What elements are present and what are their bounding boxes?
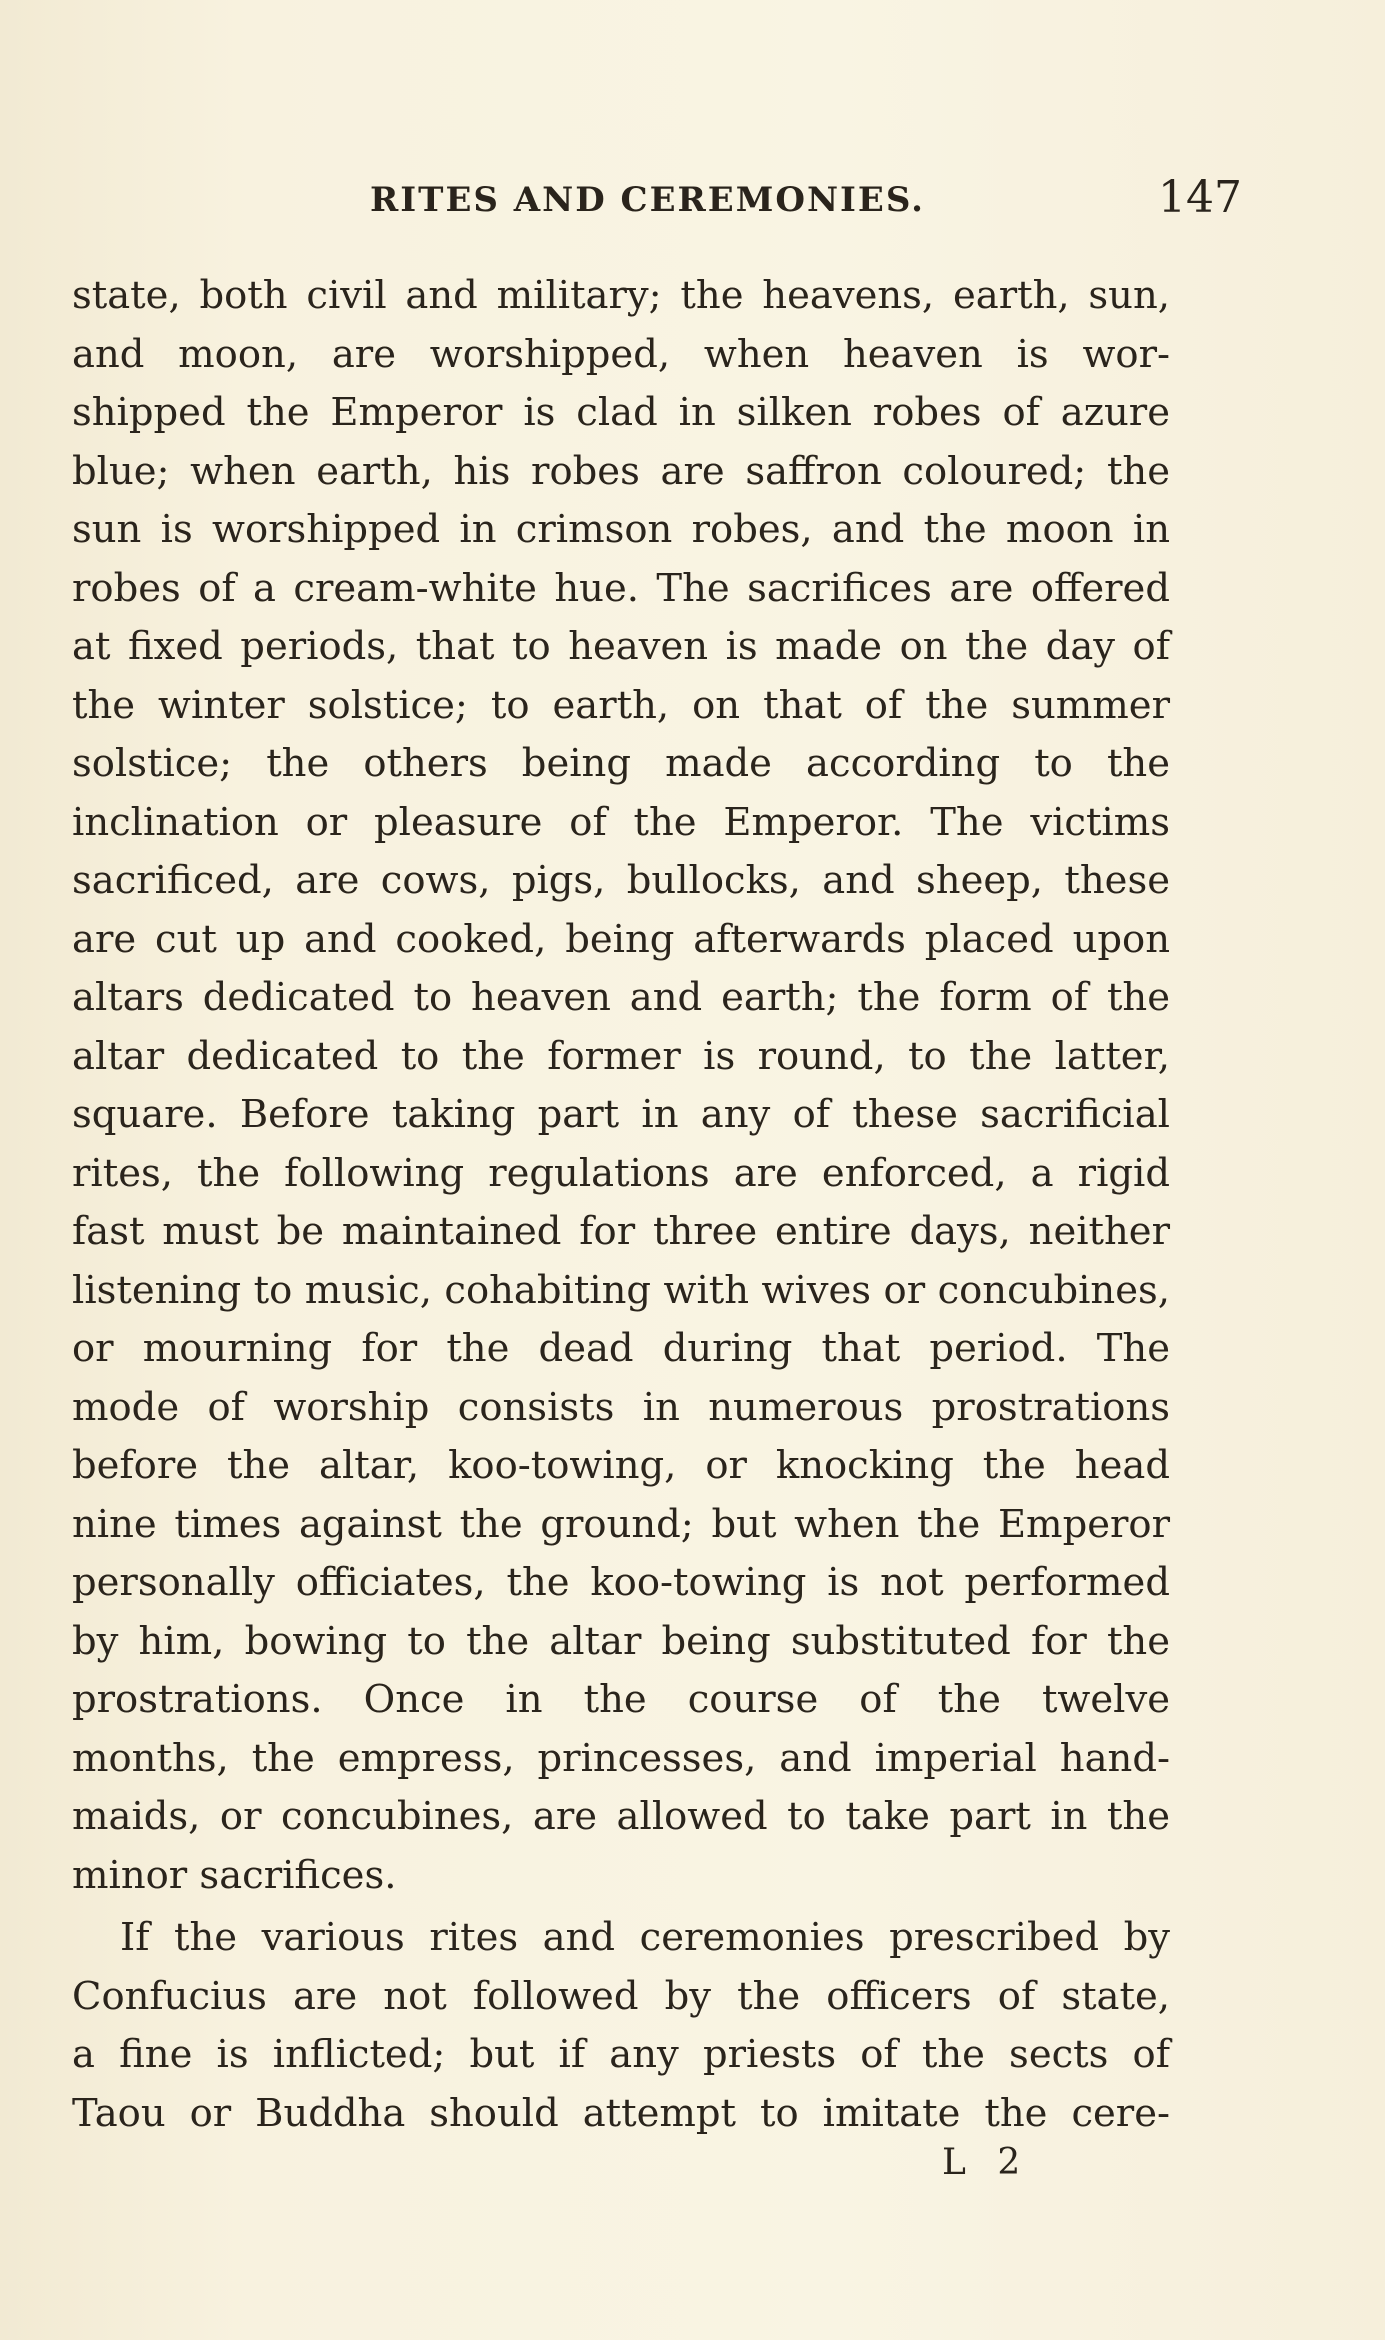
text-line: Confucius are not followed by the officers of state, (72, 1973, 1170, 2019)
text-line: at fixed periods, that to heaven is made on the day of (72, 624, 1170, 669)
text-line: sun is worshipped in crimson robes, and the moon in (72, 507, 1170, 552)
text-line: solstice; the others being made according to the (72, 741, 1170, 786)
text-line: prostrations. Once in the course of the twelve (72, 1677, 1170, 1722)
signature-mark: L 2 (942, 2142, 1031, 2183)
text-line: the winter solstice; to earth, on that of the summer (72, 682, 1170, 728)
text-line: listening to music, cohabiting with wives or concubines, (72, 1267, 1170, 1313)
text-line: maids, or concubines, are allowed to take part in the (72, 1794, 1170, 1839)
text-line: shipped the Emperor is clad in silken robes of azure (72, 390, 1170, 435)
text-line: rites, the following regulations are enforced, a rigid (72, 1150, 1170, 1196)
running-title: RITES AND CEREMONIES. (370, 180, 926, 220)
text-line: state, both civil and military; the heavens, earth, sun, (72, 273, 1170, 318)
text-line: mode of worship consists in numerous prostrations (72, 1384, 1170, 1430)
text-line: If the various rites and ceremonies prescribed by (120, 1915, 1170, 1960)
text-line: or mourning for the dead during that period. The (72, 1326, 1170, 1371)
text-line: nine times against the ground; but when the Emperor (72, 1501, 1170, 1547)
text-line: by him, bowing to the altar being substituted for the (72, 1618, 1170, 1664)
text-line: blue; when earth, his robes are saffron coloured; the (72, 448, 1170, 494)
text-line: fast must be maintained for three entire days, neither (72, 1209, 1170, 1254)
text-line: inclination or pleasure of the Emperor. The victims (72, 799, 1170, 845)
text-line: personally officiates, the koo-towing is not performed (72, 1560, 1170, 1605)
text-line: a fine is inflicted; but if any priests of the sects of (72, 2032, 1170, 2077)
paragraph-2 (72, 1909, 1170, 2143)
text-line: Taou or Buddha should attempt to imitate the cere- (72, 2090, 1170, 2136)
text-line: months, the empress, princesses, and imperial hand- (72, 1735, 1170, 1781)
running-head (70, 172, 1242, 232)
page-number: 147 (1158, 172, 1242, 223)
body-text (72, 267, 1170, 2143)
paragraph-1 (72, 267, 1170, 1905)
text-line: minor sacrifices. (72, 1852, 397, 1898)
text-line: robes of a cream-white hue. The sacrifices are offered (72, 565, 1170, 611)
text-line: sacrificed, are cows, pigs, bullocks, and sheep, these (72, 858, 1170, 903)
text-line: altar dedicated to the former is round, to the latter, (72, 1033, 1170, 1079)
text-line: and moon, are worshipped, when heaven is wor- (72, 331, 1170, 377)
text-line: are cut up and cooked, being afterwards placed upon (72, 916, 1170, 962)
text-line: altars dedicated to heaven and earth; the form of the (72, 975, 1170, 1020)
text-line: before the altar, koo-towing, or knocking the head (72, 1443, 1170, 1488)
text-line: square. Before taking part in any of these sacrificial (72, 1092, 1170, 1137)
